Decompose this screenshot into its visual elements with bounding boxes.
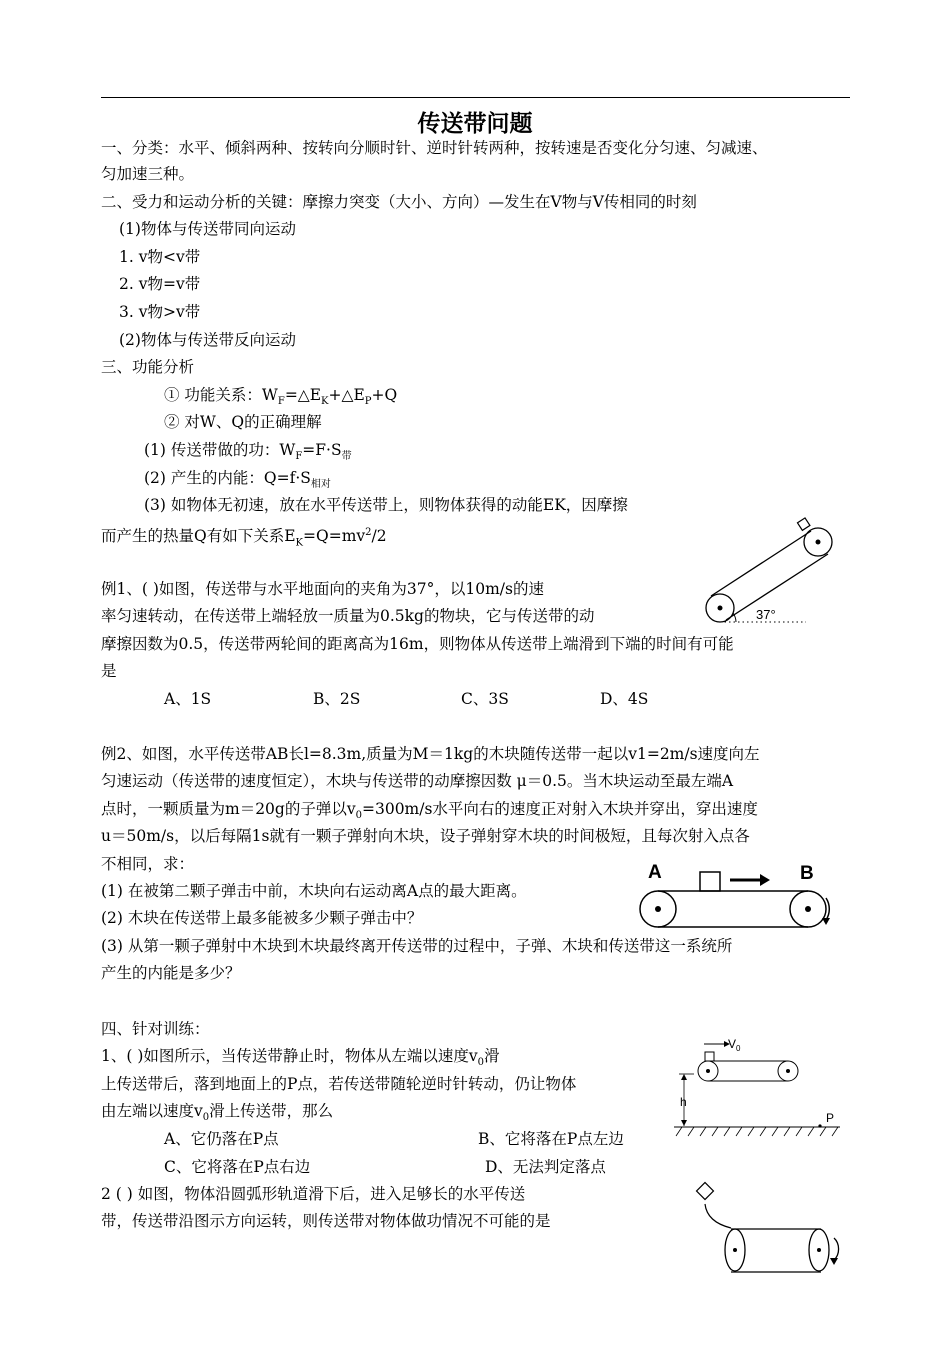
height-label: h [680,1095,687,1109]
sec3-internal-energy: (2) 产生的内能：$Q=f\cdot S_{相对}$ [144,469,331,491]
ex1-line3: 摩擦因数为0.5，传送带两轮间的距离高为16m，则物体从传送带上端滑到下端的时间有可能 [101,635,734,653]
sec2-item-3: 3. v物>v带 [119,303,201,321]
ex2-question-4: 产生的内能是多少？ [101,964,241,982]
ex2-line5: 不相同，求： [101,855,195,873]
ex1-option-b: B、2S [313,690,361,708]
end-a-label: A [648,862,662,883]
ex1-option-c: C、3S [461,690,509,708]
ex1-option-a: A、1S [164,690,212,708]
p1-line2: 上传送带后，落到地面上的P点，若传送带随轮逆时针转动，仍让物体 [101,1075,577,1093]
p1-line3: 由左端以速度$v_0$滑上传送带，那么 [101,1102,334,1124]
horizontal-belt-figure [636,858,856,933]
page-title: 传送带问题 [417,111,533,137]
ex1-line1: 例1、( )如图，传送带与水平地面向的夹角为37°，以10m/s的速 [101,580,544,598]
incline-belt-figure [700,518,840,628]
sec2-sub2: (2)物体与传送带反向运动 [119,331,296,349]
ex2-line2: 匀速运动（传送带的速度恒定），木块与传送带的动摩擦因数 μ＝0.5。当木块运动至最左端A [101,772,734,790]
sec3-heading: 三、功能分析 [101,358,195,376]
ex2-line3: 点时，一颗质量为m＝20g的子弹以$v_0=300m/s$水平向右的速度正对射入木块并穿出，穿出速度 [101,800,758,822]
sec3-note-line2: 而产生的热量Q有如下关系$E_K=Q=mv^2/2$ [101,527,387,549]
sec3-belt-work: (1) 传送带做的功：$W_F=F\cdot S_带$ [144,441,352,463]
top-rule [101,97,850,98]
belt-height-figure [664,1034,844,1144]
incline-angle-label: 37° [756,607,776,622]
ex1-line4: 是 [101,662,117,680]
end-b-label: B [800,863,814,884]
ex2-line4: u＝50m/s，以后每隔1s就有一颗子弹射向木块，设子弹射穿木块的时间极短，且每次射入点各 [101,827,750,845]
ex2-question-3: (3) 从第一颗子弹射中木块到木块最终离开传送带的过程中，子弹、木块和传送带这一系统所 [101,937,733,955]
wood-block [700,872,720,891]
p2-line2: 带，传送带沿图示方向运转，则传送带对物体做功情况不可能的是 [101,1212,551,1230]
sec4-heading: 四、针对训练： [101,1020,210,1038]
p1-option-c: C、它将落在P点右边 [164,1158,311,1176]
p1-option-a: A、它仍落在P点 [164,1130,279,1148]
ex2-question-1: (1) 在被第二颗子弹击中前，木块向右运动离A点的最大距离。 [101,882,527,900]
sec2-heading: 二、受力和运动分析的关键：摩擦力突变（大小、方向）—发生在V物与V传相同的时刻 [101,193,697,211]
p1-option-b: B、它将落在P点左边 [478,1130,624,1148]
landing-point-label: P [826,1111,835,1125]
sec2-sub1: (1)物体与传送带同向运动 [119,220,296,238]
ex1-line2: 率匀速转动，在传送带上端轻放一质量为0.5kg的物块，它与传送带的动 [101,607,595,625]
p1-line1: 1、( )如图所示，当传送带静止时，物体从左端以速度$v_0$滑 [101,1047,500,1069]
p1-option-d: D、无法判定落点 [485,1158,606,1176]
sec3-understanding: ② 对W、Q的正确理解 [164,413,322,431]
sec2-item-1: 1. v物<v带 [119,248,201,266]
sec2-item-2: 2. v物=v带 [119,275,201,293]
sec1-line1: 一、分类：水平、倾斜两种、按转向分顺时针、逆时针转两种，按转速是否变化分匀速、匀减速、 [101,139,768,157]
ex2-question-2: (2) 木块在传送带上最多能被多少颗子弹击中？ [101,909,423,927]
sec3-energy-relation: ① 功能关系：$W_F=\triangle E_K+\triangle E_P+Q$ [164,386,398,408]
sec3-note-line1: (3) 如物体无初速，放在水平传送带上，则物体获得的动能EK，因摩擦 [144,496,628,514]
ex2-line1: 例2、如图，水平传送带AB长l=8.3m,质量为M＝1kg的木块随传送带一起以v1=2m/s速度向左 [101,745,760,763]
sec1-line2: 匀加速三种。 [101,165,195,183]
arc-track-belt-figure [685,1180,845,1280]
p2-line1: 2 ( ) 如图，物体沿圆弧形轨道滑下后，进入足够长的水平传送 [101,1185,526,1203]
velocity-label: $V_0$ [728,1037,741,1053]
ex1-option-d: D、4S [600,690,649,708]
